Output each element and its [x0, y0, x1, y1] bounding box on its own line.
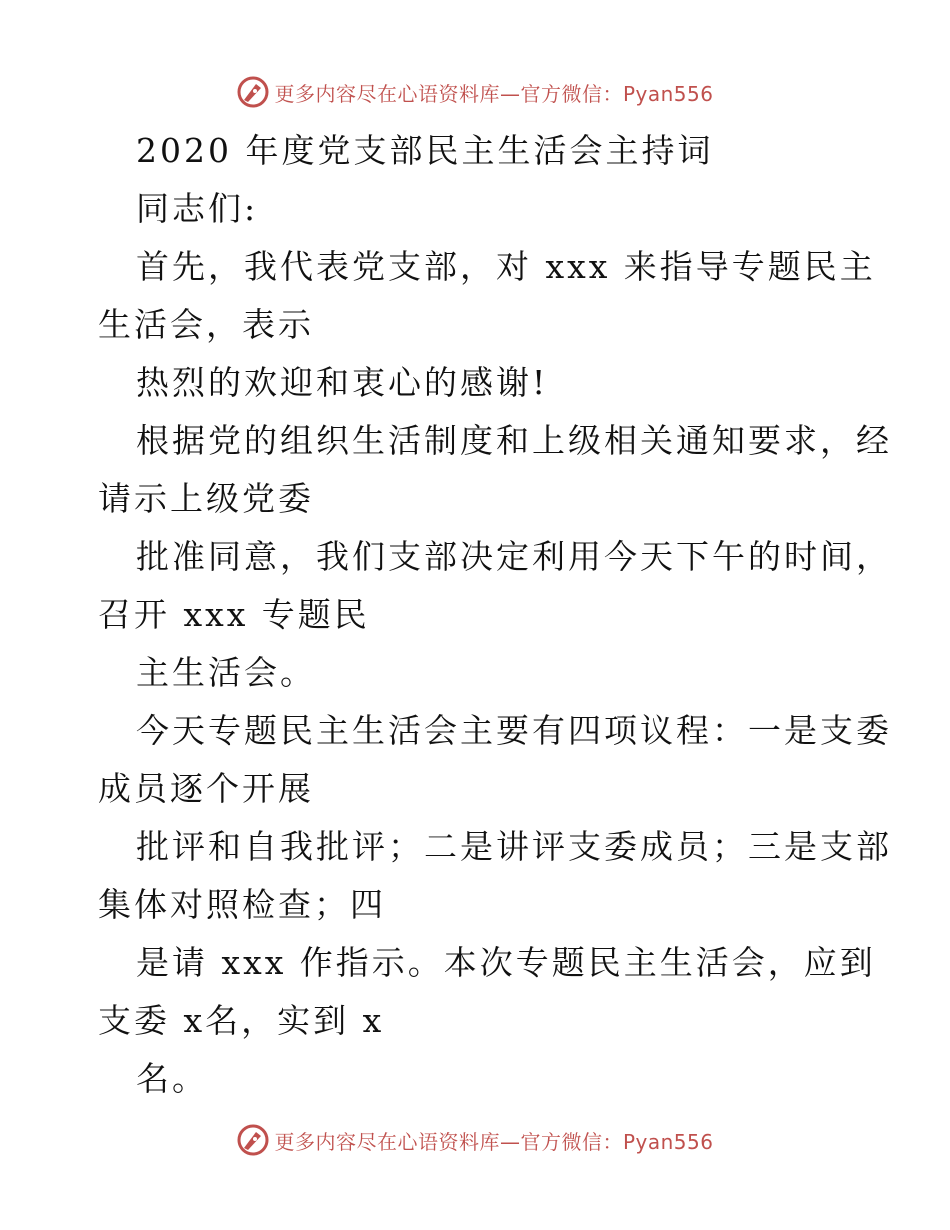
header-banner-text: 更多内容尽在心语资料库—官方微信：Pyan556: [274, 81, 714, 106]
text-line: 支委 x名，实到 x: [98, 1001, 385, 1040]
text-line: 主生活会。: [136, 653, 316, 692]
footer-banner: [0, 1120, 950, 1160]
header-banner: [0, 72, 950, 112]
text-line: 是请 xxx 作指示。本次专题民主生活会，应到: [136, 943, 876, 982]
document-title: 2020 年度党支部民主生活会主持词: [136, 131, 714, 170]
pen-nib-logo-icon: [236, 1123, 270, 1157]
text-line: 集体对照检查；四: [98, 885, 386, 924]
salutation: 同志们:: [136, 189, 259, 228]
text-line: 热烈的欢迎和衷心的感谢!: [136, 363, 549, 402]
text-line: 生活会，表示: [98, 305, 314, 344]
text-line: 根据党的组织生活制度和上级相关通知要求，经: [136, 421, 892, 460]
footer-banner-text: 更多内容尽在心语资料库—官方微信：Pyan556: [274, 1129, 714, 1154]
text-line: 名。: [136, 1059, 208, 1098]
text-line: 批准同意，我们支部决定利用今天下午的时间，: [136, 537, 892, 576]
text-line: 召开 xxx 专题民: [98, 595, 370, 634]
document-body: [98, 122, 892, 1108]
text-line: 请示上级党委: [98, 479, 314, 518]
pen-nib-logo-icon: [236, 75, 270, 109]
text-line: 成员逐个开展: [98, 769, 314, 808]
text-line: 首先，我代表党支部，对 xxx 来指导专题民主: [136, 247, 876, 286]
text-line: 批评和自我批评；二是讲评支委成员；三是支部: [136, 827, 892, 866]
text-line: 今天专题民主生活会主要有四项议程：一是支委: [136, 711, 892, 750]
